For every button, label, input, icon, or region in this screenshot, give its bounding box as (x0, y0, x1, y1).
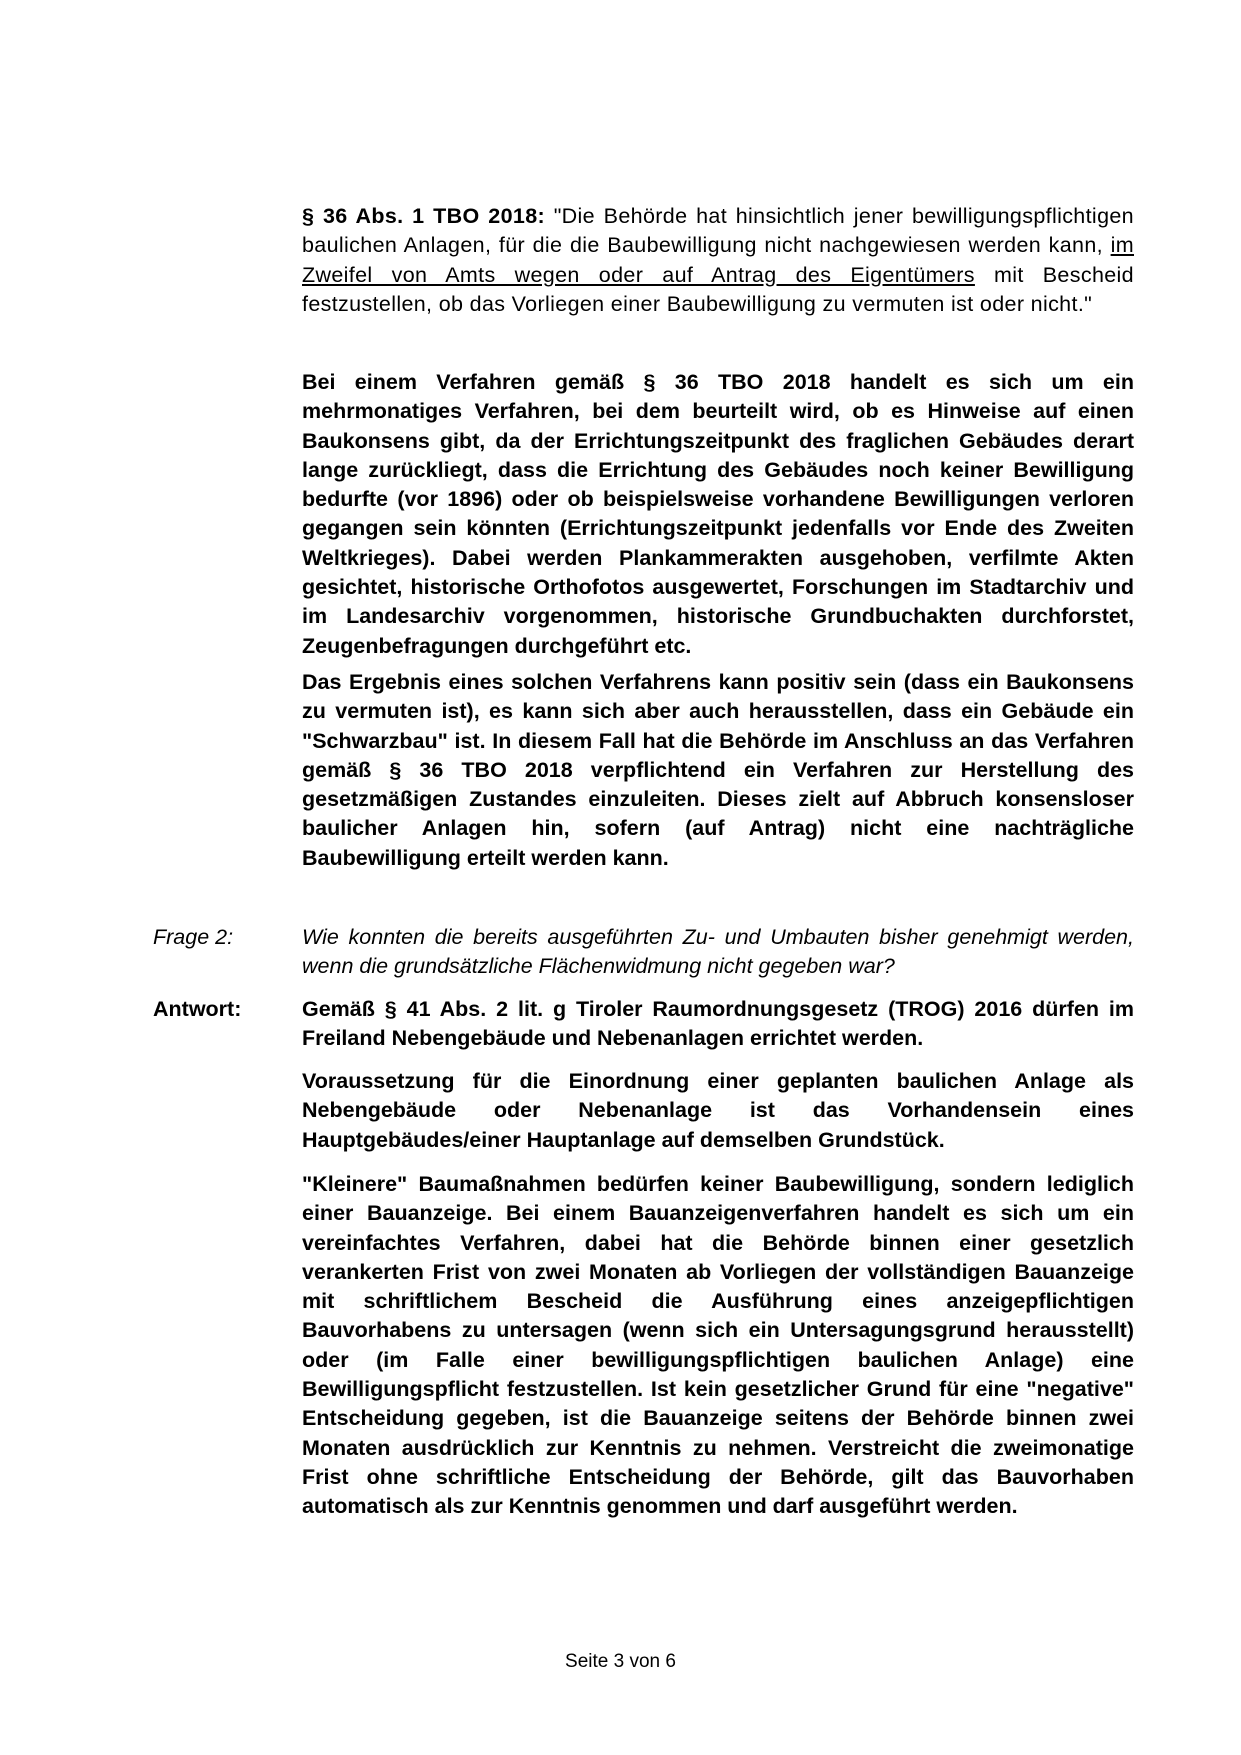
answer-paragraph-3: "Kleinere" Baumaßnahmen bedürfen keiner Baubewilligung, sondern lediglich einer Bauanzeige. Bei einem Bauanzeigenverfahren handelt es sich um ein vereinfachtes Verfahren, dabei hat die Behörde binnen einer gesetzlich verankerten Frist von zwei Monaten ab Vorliegen der vollständigen Bauanzeige mit schriftlichem Bescheid die Ausführung eines anzeigepflichtigen Bauvorhabens zu untersagen (wenn sich ein Untersagungsgrund herausstellt) oder (im Falle einer bewilligungspflichtigen baulichen Anlage) eine Bewilligungspflicht festzustellen. Ist kein gesetzlicher Grund für eine "negative" Entscheidung gegeben, ist die Bauanzeige seitens der Behörde binnen zwei Monaten ausdrücklich zur Kenntnis zu nehmen. Verstreicht die zweimonatige Frist ohne schriftliche Entscheidung der Behörde, gilt das Bauvorhaben automatisch als zur Kenntnis genommen und darf ausgeführt werden. (302, 1172, 1134, 1519)
legal-quote (302, 202, 1134, 319)
question-label: Frage 2: (153, 925, 234, 949)
answer-section-1 (302, 995, 1134, 1054)
quote-text-end: mit Bescheid festzustellen, ob das Vorliegen einer Baubewilligung zu vermuten ist oder nicht." (302, 262, 1134, 316)
explanation-paragraph-1: Bei einem Verfahren gemäß § 36 TBO 2018 handelt es sich um ein mehrmonatiges Verfahren, bei dem beurteilt wird, ob es Hinweise auf einen Baukonsens gibt, da der Errichtungszeitpunkt des fraglichen Gebäudes derart lange zurückliegt, dass die Errichtung des Gebäudes noch keiner Bewilligung bedurfte (vor 1896) oder ob beispielsweise vorhandene Bewilligungen verloren gegangen sein könnten (Errichtungszeitpunkt jedenfalls vor Ende des Zweiten Weltkrieges). Dabei werden Plankammerakten ausgehoben, verfilmte Akten gesichtet, historische Orthofotos ausgewertet, Forschungen im Stadtarchiv und im Landesarchiv vorgenommen, historische Grundbuchakten durchforstet, Zeugenbefragungen durchgeführt etc. (302, 370, 1134, 658)
quote-reference: § 36 Abs. 1 TBO 2018: (302, 204, 546, 228)
answer-section-2 (302, 1067, 1134, 1155)
answer-paragraph-1: Gemäß § 41 Abs. 2 lit. g Tiroler Raumordnungsgesetz (TROG) 2016 dürfen im Freiland Nebengebäude und Nebenanlagen errichtet werden. (302, 997, 1134, 1051)
quote-text-start: "Die Behörde hat hinsichtlich jener bewilligungspflichtigen baulichen Anlagen, für die die Baubewilligung nicht nachgewiesen werden kann, (302, 204, 1134, 258)
explanation-paragraph-2: Das Ergebnis eines solchen Verfahrens kann positiv sein (dass ein Baukonsens zu vermuten ist), es kann sich aber auch herausstellen, dass ein Gebäude ein "Schwarzbau" ist. In diesem Fall hat die Behörde im Anschluss an das Verfahren gemäß § 36 TBO 2018 verpflichtend ein Verfahren zur Herstellung des gesetzmäßigen Zustandes einzuleiten. Dieses zielt auf Abbruch konsensloser baulicher Anlagen hin, sofern (auf Antrag) nicht eine nachträgliche Baubewilligung erteilt werden kann. (302, 670, 1134, 870)
result-section (302, 668, 1134, 873)
page-number-footer: Seite 3 von 6 (565, 1651, 676, 1672)
question-text: Wie konnten die bereits ausgeführten Zu- und Umbauten bisher genehmigt werden, wenn die grundsätzliche Flächenwidmung nicht gegeben war? (302, 925, 1134, 979)
quote-underlined-text: im Zweifel von Amts wegen oder auf Antrag des Eigentümers (302, 233, 1134, 287)
answer-label: Antwort: (153, 997, 242, 1021)
answer-paragraph-2: Voraussetzung für die Einordnung einer geplanten baulichen Anlage als Nebengebäude oder Nebenanlage ist das Vorhandensein eines Hauptgebäudes/einer Hauptanlage auf demselben Grundstück. (302, 1069, 1134, 1152)
explanation-section (302, 368, 1134, 661)
answer-section-3 (302, 1170, 1134, 1522)
